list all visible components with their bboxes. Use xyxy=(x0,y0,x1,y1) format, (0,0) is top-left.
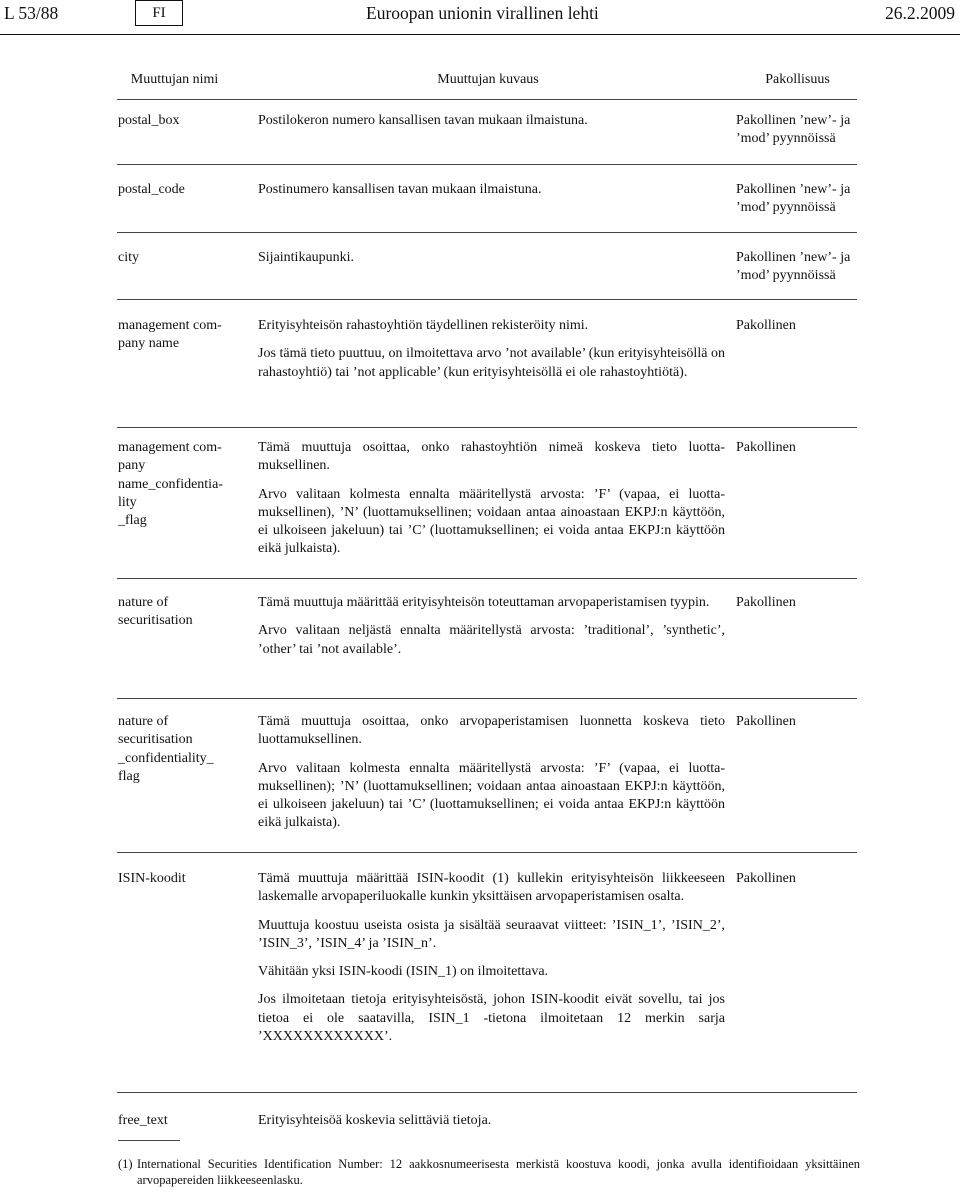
variable-description-postal-code: Postinumero kansallisen tavan mukaan ilmaistuna. xyxy=(258,182,542,197)
row-divider xyxy=(117,1092,857,1093)
requirement-city: Pakollinen ’new’- ja ’mod’ pyynnöissä xyxy=(736,250,851,284)
row-divider xyxy=(117,852,857,853)
row-divider xyxy=(117,232,857,233)
variable-name-management-company-name: management com- pany name xyxy=(118,318,222,352)
column-header-description: Muuttujan kuvaus xyxy=(437,72,539,87)
row-divider xyxy=(117,164,857,165)
journal-title: Euroopan unionin virallinen lehti xyxy=(366,3,599,23)
requirement-postal-box: Pakollinen ’new’- ja ’mod’ pyynnöissä xyxy=(736,113,851,147)
variable-description-management-company-name: Erityisyhteisön rahastoyhtiön täydellinen rekisteröity nimi. Jos tämä tieto puuttuu, on ilmoitettava arvo ’not available’ (kun erityisyhteisöllä on rahastoyhtiö) tai ’not applicable’ (kun erityisyhteisöllä ei ole rahastoyhtiötä). xyxy=(258,318,725,380)
variable-description-nature-of-securitisation-confidentiality-flag: Tämä muuttuja osoittaa, onko arvopaperistamisen luonnetta koskeva tieto luottamuksellinen. Arvo valitaan kolmesta ennalta määritellystä arvosta: ’F’ (vapaa, ei luottamuksellinen); ’N’ (luottamuksellinen; voidaan antaa ainoastaan EKPJ:n käyttöön, ei ulkoiseen jakeluun) tai ’C’ (luottamuksellinen; ei voida antaa EKPJ:n käyttöön eikä julkaista). xyxy=(258,714,725,831)
footnote-text: International Securities Identification Number: 12 aakkosnumeerisesta merkistä koostuva koodi, jonka avulla identifioidaan yksittäinen arvopapereiden liikkeeseenlasku. xyxy=(137,1157,860,1187)
variable-name-nature-of-securitisation: nature of securitisation xyxy=(118,595,193,629)
page-reference: L 53/88 xyxy=(4,3,59,23)
variable-name-postal-code: postal_code xyxy=(118,182,185,197)
requirement-postal-code: Pakollinen ’new’- ja ’mod’ pyynnöissä xyxy=(736,182,851,216)
language-code-box: FI xyxy=(135,0,183,26)
row-divider xyxy=(117,698,857,699)
variable-name-postal-box: postal_box xyxy=(118,113,180,128)
column-header-requirement: Pakollisuus xyxy=(765,72,830,87)
page-header xyxy=(0,0,960,30)
requirement-nature-of-securitisation-confidentiality-flag: Pakollinen xyxy=(736,714,796,729)
requirement-nature-of-securitisation: Pakollinen xyxy=(736,595,796,610)
requirement-isin-codes: Pakollinen xyxy=(736,871,796,886)
header-divider xyxy=(0,34,960,35)
variable-name-city: city xyxy=(118,250,139,265)
variable-name-nature-of-securitisation-confidentiality-flag: nature of securitisation _confidentiality_ flag xyxy=(118,714,214,784)
variable-description-management-company-confidentiality-flag: Tämä muuttuja osoittaa, onko rahastoyhtiön nimeä koskeva tieto luottamuksellinen. Arvo valitaan kolmesta ennalta määritellystä arvosta: ’F’ (vapaa, ei luottamuksellinen), ’N’ (luottamuksellinen; voidaan antaa ainoastaan EKPJ:n käyttöön, ei ulkoiseen jakeluun) tai ’C’ (luottamuksellinen; ei voida antaa EKPJ:n käyttöön eikä julkaista). xyxy=(258,440,725,557)
requirement-management-company-confidentiality-flag: Pakollinen xyxy=(736,440,796,455)
requirement-management-company-name: Pakollinen xyxy=(736,318,796,333)
column-header-name: Muuttujan nimi xyxy=(130,72,219,87)
row-divider xyxy=(117,427,857,428)
row-divider xyxy=(117,578,857,579)
variable-name-isin-codes: ISIN-koodit xyxy=(118,871,186,886)
publication-date: 26.2.2009 xyxy=(885,3,955,23)
footnote-marker: (1) xyxy=(118,1157,133,1171)
variable-description-isin-codes: Tämä muuttuja määrittää ISIN-koodit (1) kullekin erityisyhteisön liikkeeseen laskemalle arvopaperiluokalle kunkin yksittäisen arvopaperistamisen osalta. Muuttuja koostuu useista osista ja sisältää seuraavat viitteet: ’ISIN_1’, ’ISIN_2’, ’ISIN_3’, ’ISIN_4’ ja ’ISIN_n’. Vähitään yksi ISIN-koodi (ISIN_1) on ilmoitettava. Jos ilmoitetaan tietoja erityisyhteisöstä, johon ISIN-koodit eivät sovellu, tai jos tietoa ei ole saatavilla, ISIN_1 -tietona ilmoitetaan 12 merkin sarja ’XXXXXXXXXXXX’. xyxy=(258,871,725,1045)
variable-name-free-text: free_text xyxy=(118,1113,168,1128)
variable-description-city: Sijaintikaupunki. xyxy=(258,250,355,265)
variable-description-postal-box: Postilokeron numero kansallisen tavan mukaan ilmaistuna. xyxy=(258,113,588,128)
table-header-rule xyxy=(117,99,857,100)
footnote-divider xyxy=(118,1140,180,1141)
row-divider xyxy=(117,299,857,300)
variable-description-free-text: Erityisyhteisöä koskevia selittäviä tietoja. xyxy=(258,1113,492,1128)
variable-name-management-company-confidentiality-flag: management com- pany name_confidentia- lity _flag xyxy=(118,440,223,529)
variable-description-nature-of-securitisation: Tämä muuttuja määrittää erityisyhteisön toteuttaman arvopaperistamisen tyypin. Arvo valitaan neljästä ennalta määritellystä arvosta: ’traditional’, ’synthetic’, ’other’ tai ’not available’. xyxy=(258,595,725,657)
